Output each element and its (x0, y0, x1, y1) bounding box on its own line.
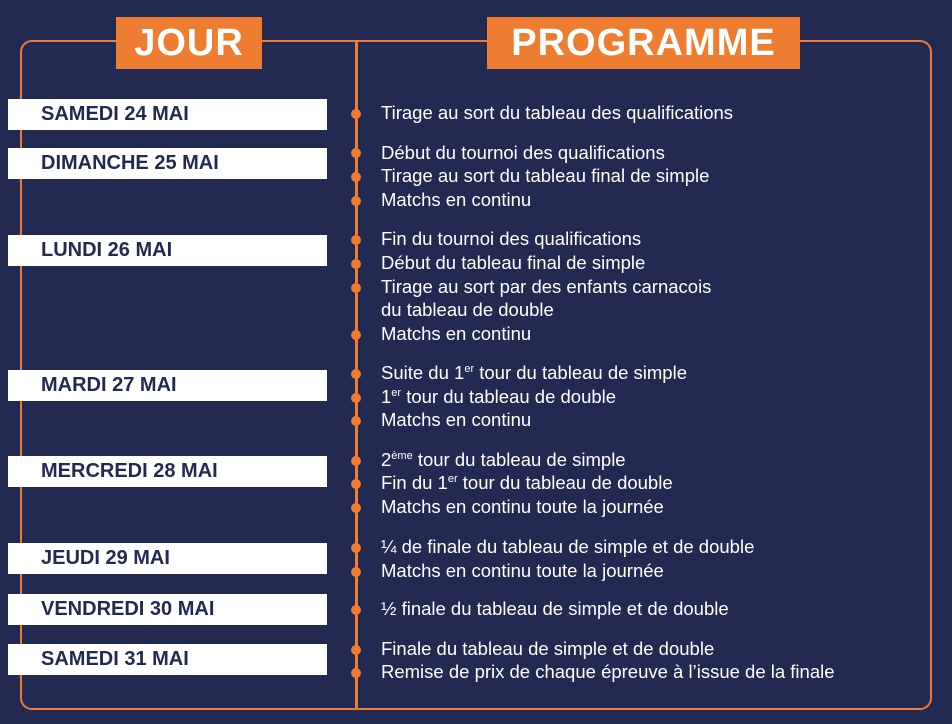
bullet-dot (351, 283, 361, 293)
program-item: Matchs en continu toute la journée (381, 496, 664, 517)
bullet-dot (351, 503, 361, 513)
program-item: Suite du 1er tour du tableau de simple (381, 362, 687, 383)
bullet-dot (351, 605, 361, 615)
day-label-dimanche-25: DIMANCHE 25 MAI (8, 148, 327, 179)
program-item-continuation: du tableau de double (381, 299, 554, 320)
program-item: Tirage au sort par des enfants carnacois (381, 276, 712, 297)
program-item: 1er tour du tableau de double (381, 386, 617, 407)
bullet-dot (351, 259, 361, 269)
program-item: Tirage au sort du tableau final de simple (381, 165, 710, 186)
program-item: Matchs en continu (381, 409, 532, 430)
day-label-vendredi-30: VENDREDI 30 MAI (8, 594, 327, 625)
bullet-dot (351, 543, 361, 553)
bullet-dot (351, 330, 361, 340)
bullet-dot (351, 567, 361, 577)
program-item: ½ finale du tableau de simple et de double (381, 598, 729, 619)
bullet-dot (351, 393, 361, 403)
program-item: Finale du tableau de simple et de double (381, 638, 715, 659)
program-item: Matchs en continu (381, 189, 532, 210)
bullet-dot (351, 668, 361, 678)
program-item: Matchs en continu (381, 323, 532, 344)
program-item: Remise de prix de chaque épreuve à l’issue de la finale (381, 661, 835, 682)
day-label-samedi-24: SAMEDI 24 MAI (8, 99, 327, 130)
day-label-lundi-26: LUNDI 26 MAI (8, 235, 327, 266)
bullet-dot (351, 235, 361, 245)
bullet-dot (351, 456, 361, 466)
bullet-dot (351, 148, 361, 158)
program-item: Début du tableau final de simple (381, 252, 646, 273)
bullet-dot (351, 416, 361, 426)
day-label-mercredi-28: MERCREDI 28 MAI (8, 456, 327, 487)
program-item: Tirage au sort du tableau des qualifications (381, 102, 734, 123)
bullet-dot (351, 479, 361, 489)
program-item: Matchs en continu toute la journée (381, 560, 664, 581)
program-item: Début du tournoi des qualifications (381, 142, 665, 163)
program-item: 2ème tour du tableau de simple (381, 449, 626, 470)
program-item: ¼ de finale du tableau de simple et de double (381, 536, 755, 557)
programme-header: PROGRAMME (487, 17, 800, 69)
day-label-jeudi-29: JEUDI 29 MAI (8, 543, 327, 574)
day-label-mardi-27: MARDI 27 MAI (8, 370, 327, 401)
bullet-dot (351, 109, 361, 119)
program-item: Fin du tournoi des qualifications (381, 228, 642, 249)
jour-header: JOUR (116, 17, 262, 69)
bullet-dot (351, 645, 361, 655)
bullet-dot (351, 196, 361, 206)
bullet-dot (351, 369, 361, 379)
day-label-samedi-31: SAMEDI 31 MAI (8, 644, 327, 675)
program-item: Fin du 1er tour du tableau de double (381, 472, 673, 493)
bullet-dot (351, 172, 361, 182)
